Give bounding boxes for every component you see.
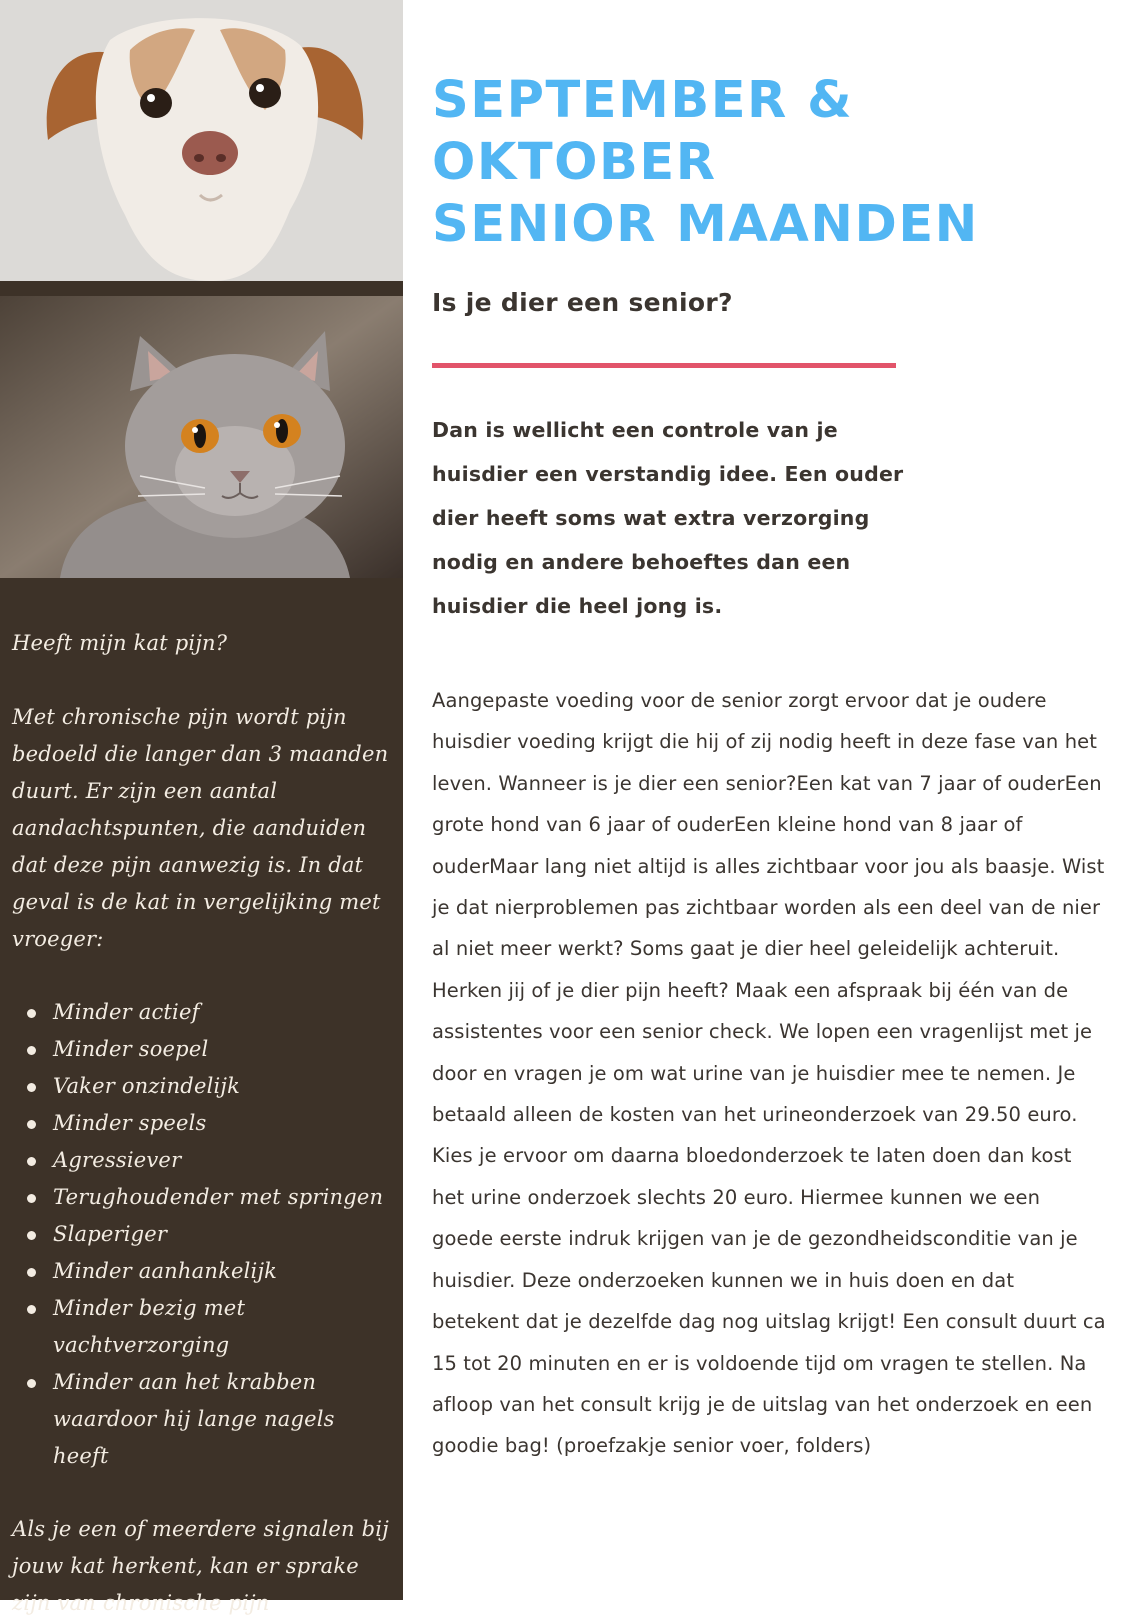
title-line-2: OKTOBER — [432, 133, 717, 192]
cat-illustration — [0, 296, 403, 578]
list-item: Minder aan het krabben waardoor hij lange nagels heeft — [12, 1364, 392, 1475]
cat-photo — [0, 296, 403, 578]
list-item: Minder soepel — [12, 1031, 392, 1068]
list-item: Minder speels — [12, 1105, 392, 1142]
sidebar — [0, 0, 403, 1615]
list-item: Minder actief — [12, 994, 392, 1031]
list-item: Minder bezig met vachtverzorging — [12, 1290, 392, 1364]
list-item: Vaker onzindelijk — [12, 1068, 392, 1105]
dog-photo — [0, 0, 403, 281]
symptom-list — [12, 994, 392, 1475]
list-item: Slaperiger — [12, 1216, 392, 1253]
sidebar-closing: Als je een of meerdere signalen bij jouw kat herkent, kan er sprake zijn van chronische pijn — [12, 1517, 389, 1615]
divider — [432, 363, 896, 368]
body-paragraph: Aangepaste voeding voor de senior zorgt ervoor dat je oudere huisdier voeding krijgt die hij of zij nodig heeft in deze fase van het leven. Wanneer is je dier een senior?Een kat van 7 jaar of ouderEen grote hond van 6 jaar of ouderEen kleine hond van 8 jaar of ouderMaar lang niet altijd is alles zichtbaar voor jou als baasje. Wist je dat nierproblemen pas zichtbaar worden als een deel van de nier al niet meer werkt? Soms gaat je dier heel geleidelijk achteruit. Herken jij of je dier pijn heeft? Maak een afspraak bij één van de assistentes voor een senior check. We lopen een vragenlijst met je door en vragen je om wat urine van je huisdier mee te nemen. Je betaald alleen de kosten van het urineonderzoek van 29.50 euro. Kies je ervoor om daarna bloedonderzoek te laten doen dan kost het urine onderzoek slechts 20 euro. Hiermee kunnen we een goede eerste indruk krijgen van je de gezondheidsconditie van je huisdier. Deze onderzoeken kunnen we in huis doen en dat betekent dat je dezelfde dag nog uitslag krijgt! Een consult duurt ca 15 tot 20 minuten en er is voldoende tijd om vragen te stellen. Na afloop van het consult krijg je de uitslag van het onderzoek en een goodie bag! (proefzakje senior voer, folders) — [432, 689, 1106, 1458]
dog-illustration — [0, 0, 403, 281]
sidebar-text — [12, 625, 392, 1622]
list-item: Terughoudender met springen — [12, 1179, 392, 1216]
list-item: Minder aanhankelijk — [12, 1253, 392, 1290]
subtitle: Is je dier een senior? — [432, 288, 733, 317]
list-item: Agressiever — [12, 1142, 392, 1179]
sidebar-heading: Heeft mijn kat pijn? — [12, 631, 228, 655]
page-title — [432, 70, 979, 256]
title-line-3: SENIOR MAANDEN — [432, 195, 979, 254]
intro-paragraph: Dan is wellicht een controle van je huisdier een verstandig idee. Een ouder dier heeft soms wat extra verzorging nodig en andere behoeftes dan een huisdier die heel jong is. — [432, 418, 904, 618]
sidebar-paragraph: Met chronische pijn wordt pijn bedoeld die langer dan 3 maanden duurt. Er zijn een aantal aandachtspunten, die aanduiden dat deze pijn aanwezig is. In dat geval is de kat in vergelijking met vroeger: — [12, 705, 389, 951]
title-line-1: SEPTEMBER & — [432, 71, 854, 130]
